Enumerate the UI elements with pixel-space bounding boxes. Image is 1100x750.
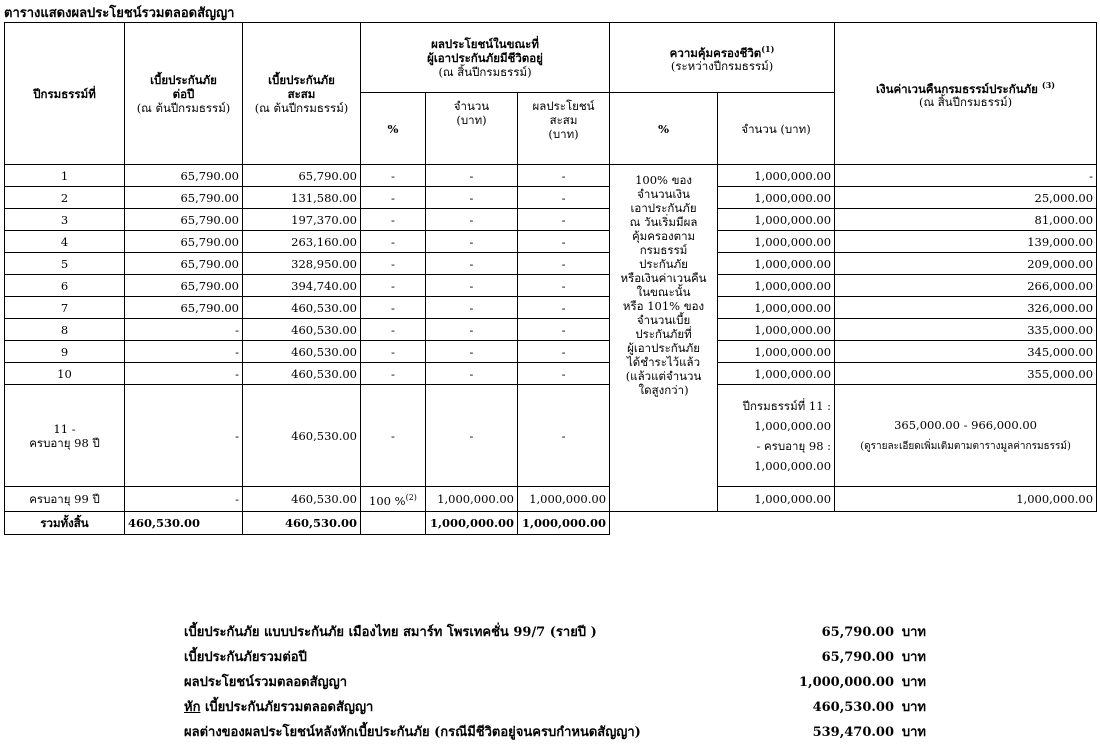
year-cell: 1 [5, 165, 125, 187]
header-surrender-value [835, 23, 1097, 165]
premium-cell: 65,790.00 [125, 275, 243, 297]
summary-label [184, 695, 373, 720]
surrender-cell: 209,000.00 [835, 253, 1097, 275]
total-empty [361, 512, 426, 535]
summary-label-text: ผลต่างของผลประโยชน์หลังหักเบี้ยประกันภัย (กรณีมีชีวิตอยู่จนครบกำหนดสัญญา) [184, 725, 641, 740]
table-row [5, 297, 1097, 319]
cumulative-cell: 460,530.00 [243, 363, 361, 385]
life-coverage-pct-cell [610, 165, 718, 512]
header-policy-year: ปีกรมธรรม์ที่ [5, 23, 125, 165]
maturity-amount-cell: - [426, 363, 518, 385]
header-text: (ณ สิ้นปีกรมธรรม์) [438, 64, 532, 79]
maturity-amount-cell: - [426, 231, 518, 253]
table-row [5, 275, 1097, 297]
maturity-amount-cell: - [426, 297, 518, 319]
cell-text: คุ้มครองตาม [631, 229, 696, 243]
year-cell [5, 385, 125, 487]
premium-cell: 65,790.00 [125, 187, 243, 209]
maturity-pct-cell: - [361, 341, 426, 363]
maturity-amount-cell: - [426, 253, 518, 275]
summary-value: 460,530.00 [812, 700, 894, 715]
maturity-cumulative-cell: - [518, 341, 610, 363]
cell-text: เอาประกันภัย [630, 201, 697, 215]
header-text: ต่อปี [172, 86, 195, 101]
table-row-age-99 [5, 487, 1097, 512]
header-text: สะสม [287, 86, 316, 101]
maturity-cumulative-cell: - [518, 253, 610, 275]
summary-label-text: เบี้ยประกันภัย แบบประกันภัย เมืองไทย สมาร์ท โพรเทคชั่น 99/7 (รายปี ) [184, 625, 597, 640]
cell-text: กรมธรรม์ [639, 243, 688, 257]
maturity-pct-cell: - [361, 363, 426, 385]
summary-row [184, 695, 984, 720]
benefit-table [4, 22, 1097, 535]
cumulative-cell: 460,530.00 [243, 385, 361, 487]
cumulative-cell: 460,530.00 [243, 297, 361, 319]
year-cell: 7 [5, 297, 125, 319]
cumulative-cell: 131,580.00 [243, 187, 361, 209]
maturity-amount-cell: - [426, 385, 518, 487]
year-cell: 4 [5, 231, 125, 253]
life-amount-cell: 1,000,000.00 [718, 231, 835, 253]
table-row [5, 187, 1097, 209]
summary-label [184, 670, 347, 695]
summary-label [184, 645, 307, 670]
table-row [5, 253, 1097, 275]
cell-text: 100 % [369, 493, 406, 508]
cell-text: 1,000,000.00 [754, 458, 832, 473]
table-row-year-11-98 [5, 385, 1097, 487]
summary-label-text: ผลประโยชน์รวมตลอดสัญญา [184, 675, 348, 690]
header-text: ผลประโยชน์ [532, 99, 595, 113]
cumulative-cell: 460,530.00 [243, 487, 361, 512]
surrender-cell: 25,000.00 [835, 187, 1097, 209]
premium-cell: 65,790.00 [125, 209, 243, 231]
table-row [5, 165, 1097, 187]
maturity-amount-cell: - [426, 165, 518, 187]
cell-text: ปีกรมธรรม์ที่ 11 : [742, 398, 832, 413]
header-text: (ณ ต้นปีกรมธรรม์) [254, 100, 349, 115]
cell-text: - ครบอายุ 98 : [756, 438, 832, 453]
life-amount-cell: 1,000,000.00 [718, 297, 835, 319]
cell-text: หรือเงินค่าเวนคืน [620, 271, 707, 285]
maturity-pct-cell: - [361, 253, 426, 275]
maturity-pct-cell: - [361, 187, 426, 209]
cumulative-cell: 328,950.00 [243, 253, 361, 275]
surrender-cell: - [835, 165, 1097, 187]
header-text: สะสม [549, 113, 578, 127]
premium-cell: - [125, 341, 243, 363]
cell-text: จำนวนเบี้ย [636, 313, 691, 327]
surrender-cell: 139,000.00 [835, 231, 1097, 253]
cell-text: ในขณะนั้น [636, 285, 691, 299]
surrender-cell: 355,000.00 [835, 363, 1097, 385]
header-premium-per-year [125, 23, 243, 165]
cumulative-cell: 263,160.00 [243, 231, 361, 253]
cell-text: (แล้วแต่จำนวน [625, 369, 702, 383]
header-maturity-cumulative [518, 93, 610, 165]
cell-text: หรือ 101% ของ [622, 299, 705, 313]
surrender-cell: 1,000,000.00 [835, 487, 1097, 512]
cell-text: ได้ชำระไว้แล้ว [627, 355, 701, 369]
summary-label-prefix: หัก [184, 700, 201, 715]
table-row [5, 319, 1097, 341]
life-amount-cell: 1,000,000.00 [718, 363, 835, 385]
header-life-amount: จำนวน (บาท) [718, 93, 835, 165]
life-amount-cell: 1,000,000.00 [718, 487, 835, 512]
life-amount-cell: 1,000,000.00 [718, 209, 835, 231]
maturity-cumulative-cell: - [518, 363, 610, 385]
maturity-cumulative-cell: - [518, 231, 610, 253]
maturity-cumulative-cell: - [518, 209, 610, 231]
cell-text: 1,000,000.00 [754, 418, 832, 433]
cell-text: ประกันภัยที่ [635, 327, 692, 341]
header-cumulative-premium [243, 23, 361, 165]
surrender-cell: 335,000.00 [835, 319, 1097, 341]
summary-section [184, 620, 984, 745]
header-text: ผู้เอาประกันภัยมีชีวิตอยู่ [427, 50, 543, 65]
maturity-pct-cell [361, 487, 426, 512]
cumulative-cell: 394,740.00 [243, 275, 361, 297]
year-cell: 8 [5, 319, 125, 341]
header-row-1 [5, 23, 1097, 93]
header-maturity-amount [426, 93, 518, 165]
maturity-pct-cell: - [361, 319, 426, 341]
year-cell: 5 [5, 253, 125, 275]
header-life-coverage [610, 23, 835, 93]
life-amount-cell: 1,000,000.00 [718, 253, 835, 275]
summary-row [184, 670, 984, 695]
cumulative-cell: 197,370.00 [243, 209, 361, 231]
cell-text: 11 - [53, 421, 76, 436]
summary-value: 1,000,000.00 [799, 675, 894, 690]
year-cell: 9 [5, 341, 125, 363]
maturity-amount-cell: - [426, 187, 518, 209]
cumulative-cell: 460,530.00 [243, 341, 361, 363]
header-life-pct: % [610, 93, 718, 165]
header-text: เบี้ยประกันภัย [150, 72, 217, 87]
maturity-cumulative-cell: - [518, 165, 610, 187]
life-amount-cell: 1,000,000.00 [718, 319, 835, 341]
table-row [5, 209, 1097, 231]
maturity-amount-cell: 1,000,000.00 [426, 487, 518, 512]
summary-unit: บาท [901, 700, 926, 715]
maturity-cumulative-cell: - [518, 385, 610, 487]
maturity-amount-cell: - [426, 209, 518, 231]
header-text: (ระหว่างปีกรมธรรม์) [670, 59, 774, 74]
header-text: (บาท) [548, 127, 579, 141]
surrender-cell: 81,000.00 [835, 209, 1097, 231]
life-amount-cell [718, 385, 835, 487]
surrender-cell: 266,000.00 [835, 275, 1097, 297]
maturity-cumulative-cell: - [518, 297, 610, 319]
table-row [5, 341, 1097, 363]
table-row [5, 363, 1097, 385]
header-text: ผลประโยชน์ในขณะที่ [431, 36, 539, 51]
year-cell: 10 [5, 363, 125, 385]
summary-label-text: เบี้ยประกันภัยรวมตลอดสัญญา [200, 700, 374, 715]
cell-text: ณ วันเริ่มมีผล [629, 215, 698, 229]
summary-label-text: เบี้ยประกันภัยรวมต่อปี [184, 650, 307, 665]
maturity-amount-cell: - [426, 275, 518, 297]
summary-value: 65,790.00 [821, 650, 894, 665]
maturity-pct-cell: - [361, 209, 426, 231]
maturity-cumulative-cell: - [518, 187, 610, 209]
premium-cell: 65,790.00 [125, 165, 243, 187]
total-maturity-amount: 1,000,000.00 [426, 512, 518, 535]
summary-value: 65,790.00 [821, 625, 894, 640]
summary-unit: บาท [901, 625, 926, 640]
footnote-marker: (3) [1041, 79, 1056, 90]
total-label: รวมทั้งสิ้น [5, 512, 125, 535]
cell-text: จำนวนเงิน [637, 187, 690, 201]
cell-text: 365,000.00 - 966,000.00 [894, 417, 1037, 432]
surrender-cell: 326,000.00 [835, 297, 1097, 319]
cell-text: 100% ของ [635, 173, 692, 187]
total-premium: 460,530.00 [125, 512, 243, 535]
summary-unit: บาท [901, 675, 926, 690]
total-blank [610, 512, 718, 535]
header-text: ความคุ้มครองชีวิต [669, 45, 762, 60]
header-text: จำนวน [453, 99, 490, 113]
header-text: เงินค่าเวนคืนกรมธรรม์ประกันภัย [876, 81, 1038, 96]
cell-text: (ดูรายละเอียดเพิ่มเติมตามตารางมูลค่ากรมธรรม์) [860, 440, 1071, 452]
premium-cell: - [125, 487, 243, 512]
maturity-amount-cell: - [426, 341, 518, 363]
summary-row [184, 620, 984, 645]
total-maturity-cumulative: 1,000,000.00 [518, 512, 610, 535]
maturity-amount-cell: - [426, 319, 518, 341]
total-cumulative: 460,530.00 [243, 512, 361, 535]
maturity-pct-cell: - [361, 297, 426, 319]
header-maturity-pct: % [361, 93, 426, 165]
year-cell: ครบอายุ 99 ปี [5, 487, 125, 512]
premium-cell: - [125, 385, 243, 487]
maturity-pct-cell: - [361, 165, 426, 187]
header-text: (ณ สิ้นปีกรมธรรม์) [918, 95, 1013, 110]
life-amount-cell: 1,000,000.00 [718, 275, 835, 297]
surrender-cell [835, 385, 1097, 487]
maturity-pct-cell: - [361, 231, 426, 253]
summary-label [184, 620, 597, 645]
premium-cell: - [125, 319, 243, 341]
footnote-marker: (1) [761, 43, 775, 54]
cell-text: ครบอายุ 98 ปี [29, 435, 100, 450]
cell-text: ประกันภัย [639, 257, 688, 271]
maturity-pct-cell: - [361, 275, 426, 297]
summary-unit: บาท [901, 650, 926, 665]
year-cell: 3 [5, 209, 125, 231]
page-title: ตารางแสดงผลประโยชน์รวมตลอดสัญญา [4, 6, 235, 21]
maturity-cumulative-cell: 1,000,000.00 [518, 487, 610, 512]
header-text: (บาท) [456, 113, 487, 127]
cumulative-cell: 65,790.00 [243, 165, 361, 187]
year-cell: 2 [5, 187, 125, 209]
cell-text: ใดสูงกว่า) [638, 383, 689, 397]
life-amount-cell: 1,000,000.00 [718, 341, 835, 363]
header-text: (ณ ต้นปีกรมธรรม์) [136, 100, 231, 115]
premium-cell: 65,790.00 [125, 253, 243, 275]
maturity-pct-cell: - [361, 385, 426, 487]
year-cell: 6 [5, 275, 125, 297]
summary-unit: บาท [901, 725, 926, 740]
life-amount-cell: 1,000,000.00 [718, 187, 835, 209]
summary-label [184, 720, 641, 745]
cumulative-cell: 460,530.00 [243, 319, 361, 341]
premium-cell: - [125, 363, 243, 385]
table-row-total [5, 512, 1097, 535]
premium-cell: 65,790.00 [125, 297, 243, 319]
table-row [5, 231, 1097, 253]
maturity-cumulative-cell: - [518, 319, 610, 341]
cell-text: ผู้เอาประกันภัย [627, 341, 700, 355]
maturity-cumulative-cell: - [518, 275, 610, 297]
life-amount-cell: 1,000,000.00 [718, 165, 835, 187]
summary-row [184, 720, 984, 745]
premium-cell: 65,790.00 [125, 231, 243, 253]
header-maturity-benefit [361, 23, 610, 93]
surrender-cell: 345,000.00 [835, 341, 1097, 363]
total-blank [718, 512, 835, 535]
header-text: เบี้ยประกันภัย [268, 72, 335, 87]
summary-row [184, 645, 984, 670]
summary-value: 539,470.00 [812, 725, 894, 740]
footnote-marker: (2) [405, 492, 417, 502]
